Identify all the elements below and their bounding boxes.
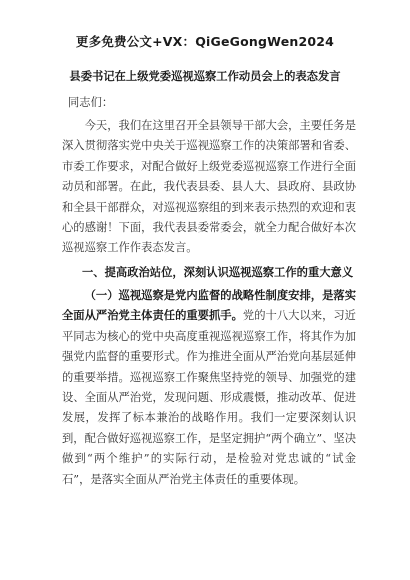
section-1-paragraph (62, 286, 356, 490)
intro-paragraph: 今天，我们在这里召开全县领导干部大会，主要任务是深入贯彻落实党中央关于巡视巡察工作的决策部署和省委、市委工作要求，对配合做好上级党委巡视巡察工作进行全面动员和部署。在此，我代表县委、县人大、县政府、县政协和全县干部群众，对巡视巡察组的到来表示热烈的欢迎和衷心的感谢！下面，我代表县委常委会，就全力配合做好本次巡视巡察工作作表态发言。 (62, 119, 356, 255)
salutation: 同志们： (68, 96, 114, 109)
document-title: 县委书记在上级党委巡视巡察工作动员会上的表态发言 (69, 70, 341, 83)
promo-header: 更多免费公文+VX：QiGeGongWen2024 (75, 34, 335, 49)
subsection-lead: （一）巡视巡察是党内监督的战略性制度安排，是落实全面从严治党主体责任的重要抓手。 (62, 289, 356, 323)
subsection-body: 党的十八大以来，习近平同志为核心的党中央高度重视巡视巡察工作，将其作为加强党内监督的重要形式。作为推进全面从严治党向基层延伸的重要举措。巡视巡察工作聚焦坚持党的领导、加强党的建设、全面从严治党，发现问题、形成震慑，推动改革、促进发展，发挥了标本兼治的战略作用。我们一定要深刻认识到，配合做好巡视巡察工作，是坚定拥护“两个确立”、坚决做到“两个维护”的实际行动，是检验对党忠诚的“试金石”，是落实全面从严治党主体责任的重要体现。 (62, 309, 356, 486)
section-heading-1: 一、提高政治站位，深刻认识巡视巡察工作的重大意义 (82, 266, 354, 279)
